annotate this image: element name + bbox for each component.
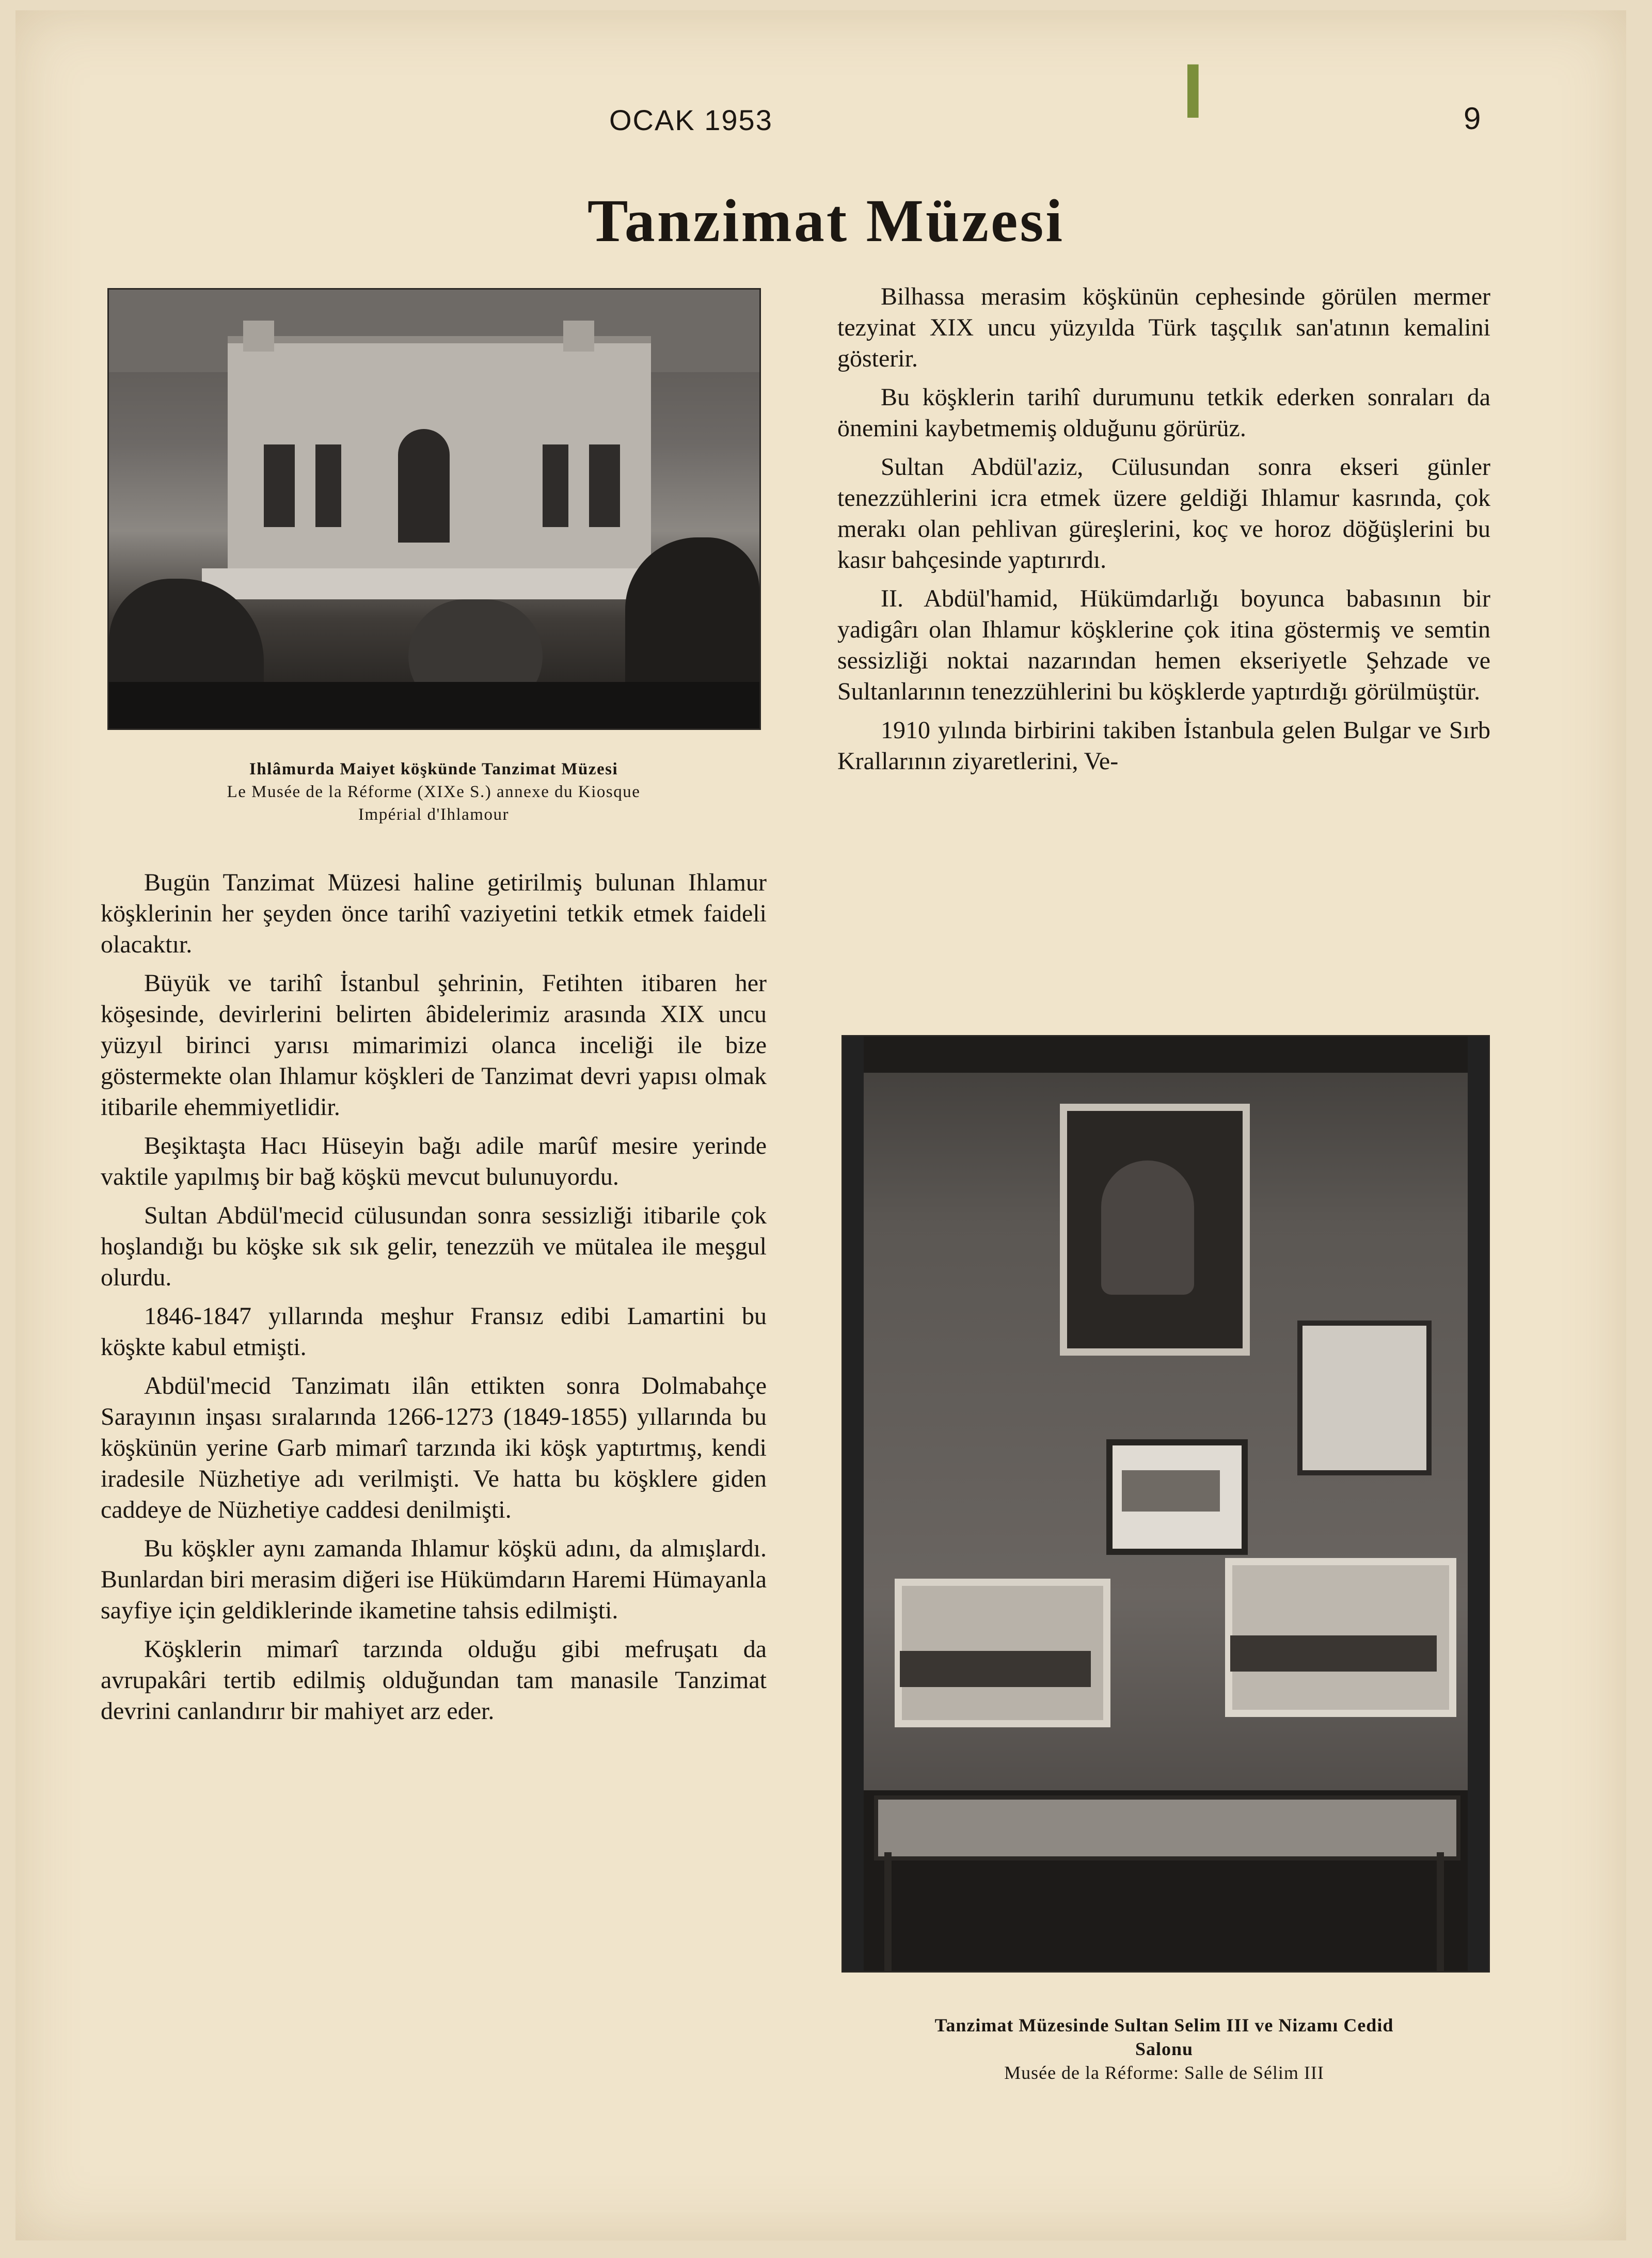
left-column [101, 867, 767, 1735]
caption-line: Ihlâmurda Maiyet köşkünde Tanzimat Müzesi [249, 760, 618, 778]
paragraph: Beşiktaşta Hacı Hüseyin bağı adile marûf mesire yerinde vaktile yapılmış bir bağ köşkü mevcut bulunuyordu. [101, 1132, 767, 1190]
top-photo-caption [98, 758, 769, 826]
paragraph: II. Abdül'hamid, Hükümdarlığı boyunca babasının bir yadigârı olan Ihlamur köşklerine çok itina göstermiş ve semtin sessizliği noktai nazarından hemen ekseriyetle Şehzade ve Sultanlarının tenezzühlerini bu köşklerde yaptırdığı görülmüştür. [837, 585, 1490, 705]
caption-line: Musée de la Réforme: Salle de Sélim III [1004, 2062, 1324, 2083]
paragraph: Abdül'mecid Tanzimatı ilân ettikten sonra Dolmabahçe Sarayının inşası sıralarında 1266-1273 (1849-1855) yıllarında bu köşkünün yerine Garb mimarî tarzında iki köşk yaptırtmış, kendi iradesile Nüzhetiye adı verilmişti. Ve hatta bu köşklere giden caddeye de Nüzhetiye caddesi denilmişti. [101, 1372, 767, 1523]
paragraph: 1910 yılında birbirini takiben İstanbula gelen Bulgar ve Sırb Krallarının ziyaretlerini, Ve- [837, 717, 1490, 775]
paragraph: Sultan Abdül'aziz, Cülusundan sonra ekseri günler tenezzühlerini icra etmek üzere geldiği Ihlamur kasrında, çok merakı olan pehlivan güreşlerini, koç ve horoz döğüşlerini bu kasır bahçesinde yaptırırdı. [837, 453, 1490, 574]
caption-line: Impérial d'Ihlamour [358, 805, 509, 824]
paragraph: Büyük ve tarihî İstanbul şehrinin, Fetihten itibaren her köşesinde, devirlerini belirten âbidelerimiz arasında XIX uncu yüzyıl birinci yarısı mimarimizi olanca inceliği ile bize göstermekte olan Ihlamur köşkleri de Tanzimat devri yapısı olmak itibarile ehemmiyetlidir. [101, 969, 767, 1121]
paragraph: Bugün Tanzimat Müzesi haline getirilmiş bulunan Ihlamur köşklerinin her şeyden önce tarihî vaziyetini tetkik etmek faideli olacaktır. [101, 869, 767, 958]
caption-line: Tanzimat Müzesinde Sultan Selim III ve Nizamı Cedid [934, 2015, 1394, 2036]
pavilion-photo [107, 288, 761, 730]
caption-line: Le Musée de la Réforme (XIXe S.) annexe du Kiosque [227, 783, 641, 801]
paragraph: 1846-1847 yıllarında meşhur Fransız edibi Lamartini bu köşkte kabul etmişti. [101, 1302, 767, 1361]
paragraph: Bu köşkler aynı zamanda Ihlamur köşkü adını, da almışlardı. Bunlardan biri merasim diğeri ise Hükümdarın Haremi Hümayanla sayfiye için geldiklerinde ikametine tahsis edilmişti. [101, 1535, 767, 1624]
paragraph: Bu köşklerin tarihî durumunu tetkik ederken sonraları da önemini kaybetmemiş olduğunu görürüz. [837, 384, 1490, 442]
paragraph: Bilhassa merasim köşkünün cephesinde görülen mermer tezyinat XIX uncu yüzyılda Türk taşçılık san'atının kemalini gösterir. [837, 283, 1490, 372]
bottom-photo-caption [826, 2013, 1502, 2085]
museum-room-photo [841, 1035, 1490, 1973]
right-column [837, 281, 1490, 785]
paragraph: Köşklerin mimarî tarzında olduğu gibi mefruşatı da avrupakâri tertib edilmiş olduğundan tam manasile Tanzimat devrini canlandırır bir mahiyet arz eder. [101, 1635, 767, 1725]
article-title: Tanzimat Müzesi [587, 187, 1065, 255]
issue-date: OCAK 1953 [609, 104, 773, 136]
caption-line: Salonu [1135, 2039, 1194, 2059]
page-number: 9 [1464, 101, 1481, 136]
handwritten-marker: I [1182, 47, 1204, 134]
paragraph: Sultan Abdül'mecid cülusundan sonra sessizliği itibarile çok hoşlandığı bu köşke sık sık gelir, tenezzüh ve mütalea ile meşgul olurdu. [101, 1202, 767, 1291]
